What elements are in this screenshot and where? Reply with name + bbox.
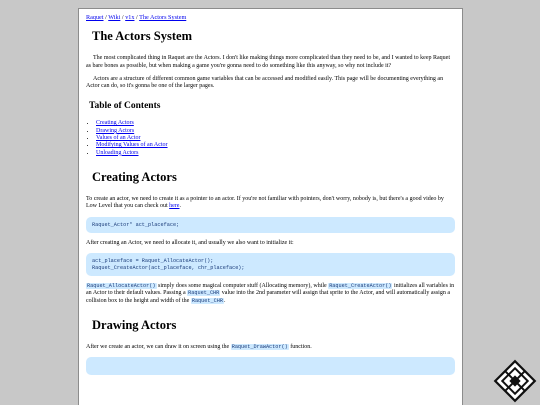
inline-code: Raquet_AllocateActor() (87, 283, 156, 290)
document-page (78, 8, 463, 405)
creating-text: value into the 2nd parameter will assign that sprite to the Actor, and will automatically assign a collision box to the height and width of the (86, 290, 450, 304)
breadcrumb-wiki-link[interactable]: Wiki (108, 14, 121, 21)
breadcrumb-separator: / (120, 14, 126, 21)
site-logo-icon (493, 359, 537, 403)
creating-text: initializes all variables in an Actor to their default values. Passing a (86, 283, 455, 297)
code-line: act_placeface = Raquet_AllocateActor(); (92, 258, 214, 265)
toc-link-modifying-values[interactable]: Modifying Values of an Actor (96, 142, 168, 149)
breadcrumb-raquet-link[interactable]: Raquet (86, 14, 104, 21)
drawing-text: function. (288, 343, 312, 350)
toc-list (86, 120, 455, 156)
creating-paragraph-2: After creating an Actor, we need to allocate it, and usually we also want to initialize it: (86, 239, 294, 246)
page-content (79, 9, 462, 375)
creating-paragraph-3 (86, 283, 455, 305)
code-block-draw-actor (86, 357, 455, 375)
breadcrumb (86, 14, 455, 21)
intro-paragraph-2: Actors are a structure of different common game variables that can be accessed and modified easily. This page will be documenting everything an Actor can do, so it's gonna be one of the larger pages. (86, 75, 444, 90)
drawing-paragraph-1 (86, 344, 455, 351)
code-line: Raquet_CreateActor(act_placeface, chr_placeface); (92, 264, 245, 271)
breadcrumb-separator: / (103, 14, 109, 21)
creating-text: . (179, 203, 181, 210)
drawing-text: After we create an actor, we can draw it on screen using the (86, 343, 231, 350)
breadcrumb-current-link[interactable]: The Actors System (139, 14, 187, 21)
toc-link-drawing-actors[interactable]: Drawing Actors (96, 127, 135, 134)
intro-paragraph-1: The most complicated thing in Raquet are the Actors. I don't like making things more complicated than they need to be, and I wanted to keep Raquet as bare bones as possible, but when making a game you're gonna need to do something like this anyway, so why not include it? (86, 55, 450, 69)
code-line: Raquet_Actor* act_placeface; (92, 221, 180, 228)
inline-code: Raquet_DrawActor() (231, 343, 288, 350)
creating-text: . (223, 297, 226, 304)
toc-link-creating-actors[interactable]: Creating Actors (96, 120, 134, 127)
section-heading-creating-actors: Creating Actors (92, 169, 177, 184)
code-block-allocate-actor (86, 253, 455, 276)
toc-item (96, 142, 455, 149)
page-title: The Actors System (92, 29, 192, 44)
creating-text: simply does some magical computer stuff (Allocating memory), while (156, 283, 329, 290)
toc-item (96, 150, 455, 157)
toc-item (96, 120, 455, 127)
inline-code: Raquet_CHR (191, 297, 223, 304)
section-heading-drawing-actors: Drawing Actors (92, 317, 177, 332)
code-block-declare-actor (86, 217, 455, 233)
inline-code: Raquet_CHR (188, 290, 220, 297)
inline-code: Raquet_CreateActor() (329, 283, 392, 290)
breadcrumb-separator: / (134, 14, 140, 21)
creating-paragraph-1 (86, 196, 455, 211)
video-here-link[interactable]: here (169, 203, 180, 210)
creating-text: To create an actor, we need to create it as a pointer to an actor. If you're not familiar with pointers, don't worry, nobody is, but there's a good video by Low Level that you can check out (86, 195, 444, 210)
toc-link-values-of-actor[interactable]: Values of an Actor (96, 135, 141, 142)
breadcrumb-v1x-link[interactable]: v1x (125, 14, 135, 21)
toc-link-unloading-actors[interactable]: Unloading Actors (96, 149, 139, 156)
toc-item (96, 128, 455, 135)
toc-heading: Table of Contents (89, 101, 161, 112)
